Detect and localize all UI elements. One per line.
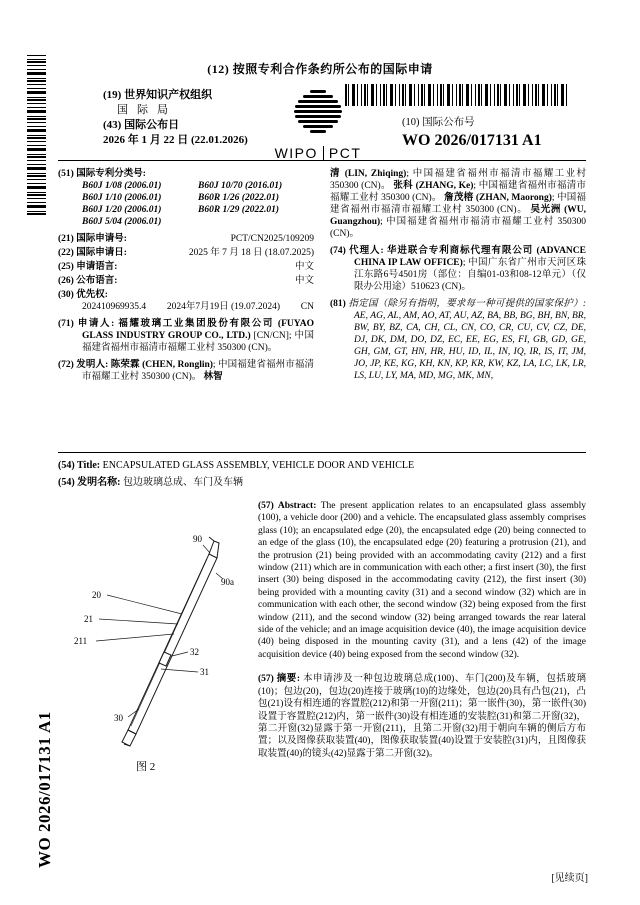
inventor-address: ; 中国福建省福州市福清市福耀工业村 350300 (CN)。 [82,360,314,382]
title-zh-text: 包边玻璃总成、车门及车辆 [123,477,243,488]
agent-label: (74) 代理人: [330,246,384,256]
international-bureau-label: 国际局 [117,104,177,116]
title-en [58,459,586,473]
priority-date: 2024年7月19日 (19.07.2024) [166,302,281,312]
agent-name: 华进联合专利商标代理有限公司 (ADVANCE CHINA IP LAW OFFICE) [354,246,586,268]
continuation-note: [见续页] [551,873,588,884]
publication-date: 2026 年 1 月 22 日 (22.01.2026) [103,134,248,146]
filing-language: 中文 [294,262,314,272]
priority-row [82,301,314,313]
abstract-en-label: (57) Abstract: [258,501,317,511]
inventor-name: 吴光洲 (WU, Guangzhou) [330,205,586,227]
abstract-block [258,500,586,760]
wipo-globe-icon [290,90,346,136]
inventor-address: ; 中国福建省福州市福清市福耀工业村 350300 (CN)。 [330,169,587,191]
wipo-wordmark: WIPO [274,145,318,161]
field-ipc [58,168,314,228]
publication-number-label: (10) 国际公布号 [402,117,475,128]
abstract-en [258,500,586,661]
ipc-code: B60R 1/29 (2022.01) [198,205,280,215]
figure-label-90: 90 [193,534,202,544]
side-publication-number: WO 2026/017131 A1 [35,711,54,868]
figure-label-30: 30 [114,713,123,723]
header-left-block [103,88,278,148]
ipc-row [82,192,314,204]
figure-label-90a: 90a [221,577,234,587]
field-application-number [58,233,314,245]
publication-language: 中文 [294,276,314,286]
logo-divider [323,146,324,160]
wipo-logo [272,90,364,161]
field-priority [58,289,314,313]
designated-states-label: (81) [330,299,346,309]
top-barcode [345,84,567,106]
figure-2-drawing [60,528,256,784]
inventor-name: 陈荣霖 (CHEN, Ronglin) [110,360,213,370]
figure-label-211: 211 [74,636,88,646]
applicant-name: 福耀玻璃工业集团股份有限公司 (FUYAO GLASS INDUSTRY GROUP CO., LTD.) [82,319,314,341]
field-filing-language [58,261,314,273]
applicant-paragraph [58,318,314,354]
ipc-code: B60R 1/26 (2022.01) [198,193,280,203]
header-divider-rule [58,160,586,161]
ipc-row [82,216,314,228]
filing-date: 2025 年 7 月 18 日 (18.07.2025) [188,248,314,258]
applicant-address: [CN/CN]; 中国福建省福州市福清市福耀工业村 350300 (CN)。 [82,331,314,353]
title-block [58,459,586,490]
inventors-label: (72) 发明人: [58,360,109,370]
ipc-row [82,180,314,192]
abstract-zh-label: (57) 摘要: [258,674,301,685]
title-en-label: (54) Title: [58,460,101,471]
application-number-label: (21) 国际申请号: [58,234,127,244]
applicant-label: (71) 申请人: [58,319,115,329]
ipc-code: B60J 5/04 (2006.01) [82,217,162,227]
filing-date-label: (22) 国际申请日: [58,248,127,258]
wipo-org-label: (19) 世界知识产权组织 [103,89,213,101]
figure-label-31: 31 [200,667,209,677]
priority-country: CN [300,302,314,312]
ipc-codes [82,180,314,228]
publication-date-label: (43) 国际公布日 [103,119,180,131]
inventor-name: 清 (LIN, Zhiqing) [330,169,407,179]
priority-label: (30) 优先权: [58,290,108,300]
priority-number: 202410969935.4 [82,302,147,312]
inventor-address: ; 中国福建省福州市福清市福耀工业村 350300 (CN)。 [330,181,587,203]
title-divider-rule [58,452,586,453]
publication-language-label: (26) 公布语言: [58,276,118,286]
ipc-code: B60J 1/08 (2006.01) [82,181,162,191]
agent-paragraph [330,245,586,293]
filing-language-label: (25) 申请语言: [58,262,118,272]
abstract-en-text: The present application relates to an encapsulated glass assembly (100), a vehicle door (200) and a vehicle. The encapsulated glass assembly comprises glass (10); an encapsulated edge (20), the encapsulated edge (20) being connected to an edge of the glass (10), the encapsulated edge (20) featuring a protrusion (21), and the protrusion (21) being provided with an accommodating cavity (212) and a first window (211) which are in communication with each other; a first insert (30), the first insert (30) being disposed in the accommodating cavity (212), the first insert (30) being provided with a mounting cavity (31) and a second window (32) which are in communication with each other, the second window (32) being exposed from the first window (211), and the second window (32) being arranged towards the rear lateral side of the vehicle; and an image acquisition device (40), the image acquisition device (40) being disposed in the mounting cavity (31), and a lens (42) of the image acquisition device (40) being exposed from the second window (32). [258,501,586,660]
inventors-paragraph [58,359,314,383]
abstract-zh-text: 本申请涉及一种包边玻璃总成(100)、车门(200)及车辆，包括玻璃(10)；包边(20)，包边(20)连接于玻璃(10)的边缘处，包边(20)具有凸包(21)，凸包(21)设有相连通的容置腔(212)和第一开窗(211)；第一嵌件(30)，第一嵌件(30)设置于容置腔(212)内，第一嵌件(30)设有相连通的安装腔(31)和第二开窗(32)，第二开窗(32)显露于第一开窗(211)，且第二开窗(32)用于朝向车辆的侧后方布置；以及图像获取装置(40)，图像获取装置(40)设置于安装腔(31)内，且图像获取装置(40)的镜头(42)显露于第二开窗(32)。 [258,674,586,759]
inventor-address: ; 中国福建省福州市福清市福耀工业村 350300 (CN)。 [330,193,586,215]
bibliography-left-column [58,168,314,388]
ipc-code: B60J 10/70 (2016.01) [198,181,283,191]
inventor-name: 林智 [203,372,223,382]
pct-wordmark: PCT [328,145,362,161]
designated-states-list: 指定国（除另有指明，要求每一种可提供的国家保护）: AE, AG, AL, AM, AO, AT, AU, AZ, BA, BB, BG, BH, BN, BR, BW, BY, BZ, CA, CH, CL, CN, CO, CR, CU, CV, CZ, DE, DJ, DK, DM, DO, DZ, EC, EE, EG, ES, FI, GB, GD, GE, GH, GM, GT, HN, HR, HU, ID, IL, IN, IQ, IR, IS, IT, JM, JO, JP, KE, KG, KH, KN, KP, KR, KW, KZ, LA, LC, LK, LR, LS, LU, LY, MA, MD, MG, MK, MN, [348,299,586,381]
title-en-text: ENCAPSULATED GLASS ASSEMBLY, VEHICLE DOOR AND VEHICLE [102,460,415,471]
ipc-code [198,216,314,228]
field-filing-date [58,247,314,259]
header-right-block [402,114,587,150]
inventor-name: 詹茂榕 (ZHAN, Maorong) [444,193,552,203]
figure-caption: 图 2 [136,761,156,773]
agent-address: ; 中国广东省广州市天河区珠江东路6号4501房（部位：自编01-03和08-12单元）（仅限办公用途）510623 (CN)。 [354,258,586,292]
abstract-zh [258,673,586,760]
doc-type-line: (12) 按照专利合作条约所公布的国际申请 [207,62,433,76]
ipc-code: B60J 1/20 (2006.01) [82,205,162,215]
bibliography-columns [58,168,586,388]
inventors-continued-paragraph [330,168,586,240]
inventor-name: 张科 (ZHANG, Ke) [393,181,474,191]
publication-number: WO 2026/017131 A1 [402,132,542,149]
left-vertical-barcode [27,55,46,215]
figure-label-32: 32 [190,647,199,657]
designated-states-paragraph [330,298,586,382]
title-zh [58,476,586,490]
ipc-code: B60J 1/10 (2006.01) [82,193,162,203]
ipc-label: (51) 国际专利分类号: [58,169,146,179]
figure-label-20: 20 [92,590,101,600]
bibliography-right-column [330,168,586,388]
ipc-row [82,204,314,216]
title-zh-label: (54) 发明名称: [58,477,121,488]
figure-label-21: 21 [84,614,93,624]
inventor-address: ; 中国福建省福州市福清市福耀工业村 350300 (CN)。 [330,217,586,239]
wipo-pct-wordmark [272,145,364,161]
figure-2 [60,528,256,784]
field-publication-language [58,275,314,287]
application-number: PCT/CN2025/109209 [230,234,314,244]
